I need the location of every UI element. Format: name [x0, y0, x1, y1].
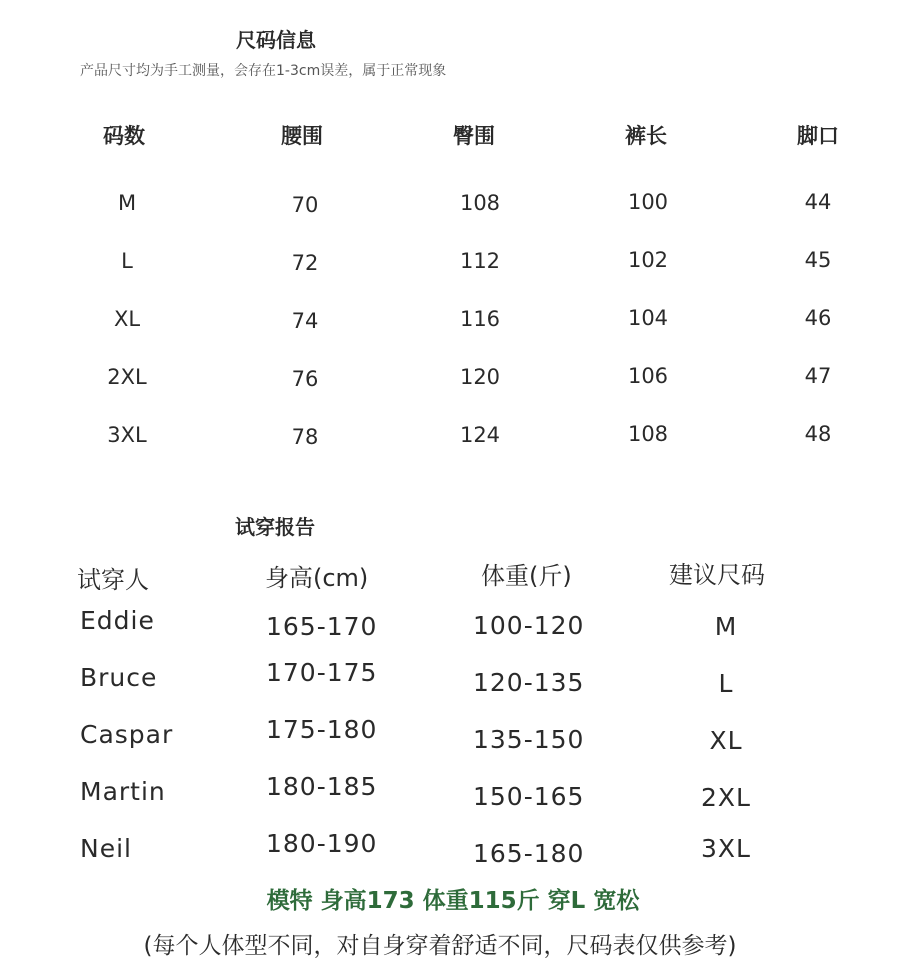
cell-height: 180-190	[266, 829, 378, 858]
cell-hip: 112	[459, 249, 501, 273]
cell-waist: 78	[291, 425, 319, 449]
cell-size: 2XL	[107, 365, 147, 389]
cell-hem: 45	[804, 248, 832, 272]
header-hem: 脚口	[797, 124, 839, 148]
header-waist: 腰围	[281, 124, 323, 148]
cell-weight: 120-135	[473, 668, 585, 697]
cell-waist: 70	[291, 193, 319, 217]
cell-length: 104	[627, 306, 669, 330]
cell-tester: Eddie	[80, 606, 155, 635]
cell-size: XL	[113, 307, 141, 331]
cell-suggested-size: M	[714, 612, 738, 641]
cell-hem: 47	[804, 364, 832, 388]
cell-height: 180-185	[266, 772, 378, 801]
cell-hem: 44	[804, 190, 832, 214]
cell-length: 102	[627, 248, 669, 272]
cell-waist: 74	[291, 309, 319, 333]
cell-height: 165-170	[266, 612, 378, 641]
header-size: 码数	[103, 124, 145, 148]
cell-suggested-size: XL	[709, 726, 743, 755]
cell-tester: Caspar	[80, 720, 174, 749]
header-height: 身高(cm)	[265, 564, 369, 592]
cell-suggested-size: 2XL	[701, 783, 751, 812]
cell-tester: Martin	[80, 777, 166, 806]
cell-suggested-size: L	[718, 669, 734, 698]
cell-size: L	[121, 249, 133, 273]
cell-tester: Neil	[80, 834, 132, 863]
cell-length: 108	[627, 422, 669, 446]
cell-height: 170-175	[266, 658, 378, 687]
header-hip: 臀围	[453, 124, 495, 148]
cell-weight: 165-180	[473, 839, 585, 868]
cell-weight: 100-120	[473, 611, 585, 640]
fit-report-title: 试穿报告	[235, 515, 315, 539]
cell-suggested-size: 3XL	[701, 834, 751, 863]
cell-hip: 108	[459, 191, 501, 215]
size-info-note: 产品尺寸均为手工测量，会存在1-3cm误差，属于正常现象	[80, 63, 447, 79]
cell-hem: 46	[804, 306, 832, 330]
cell-weight: 135-150	[473, 725, 585, 754]
cell-weight: 150-165	[473, 782, 585, 811]
cell-size: M	[117, 191, 137, 215]
cell-size: 3XL	[107, 423, 147, 447]
cell-hip: 116	[459, 307, 501, 331]
disclaimer: (每个人体型不同，对自身穿着舒适不同，尺码表仅供参考)	[143, 933, 737, 959]
header-suggested-size: 建议尺码	[669, 561, 765, 589]
size-info-title: 尺码信息	[236, 28, 316, 52]
header-tester: 试穿人	[77, 566, 149, 594]
cell-hip: 120	[459, 365, 501, 389]
header-length: 裤长	[625, 124, 667, 148]
cell-waist: 72	[291, 251, 319, 275]
cell-waist: 76	[291, 367, 319, 391]
model-note: 模特 身高173 体重115斤 穿L 宽松	[266, 888, 640, 914]
cell-tester: Bruce	[80, 663, 158, 692]
header-weight: 体重(斤)	[481, 562, 572, 590]
cell-length: 100	[627, 190, 669, 214]
cell-hip: 124	[459, 423, 501, 447]
cell-length: 106	[627, 364, 669, 388]
cell-hem: 48	[804, 422, 832, 446]
cell-height: 175-180	[266, 715, 378, 744]
